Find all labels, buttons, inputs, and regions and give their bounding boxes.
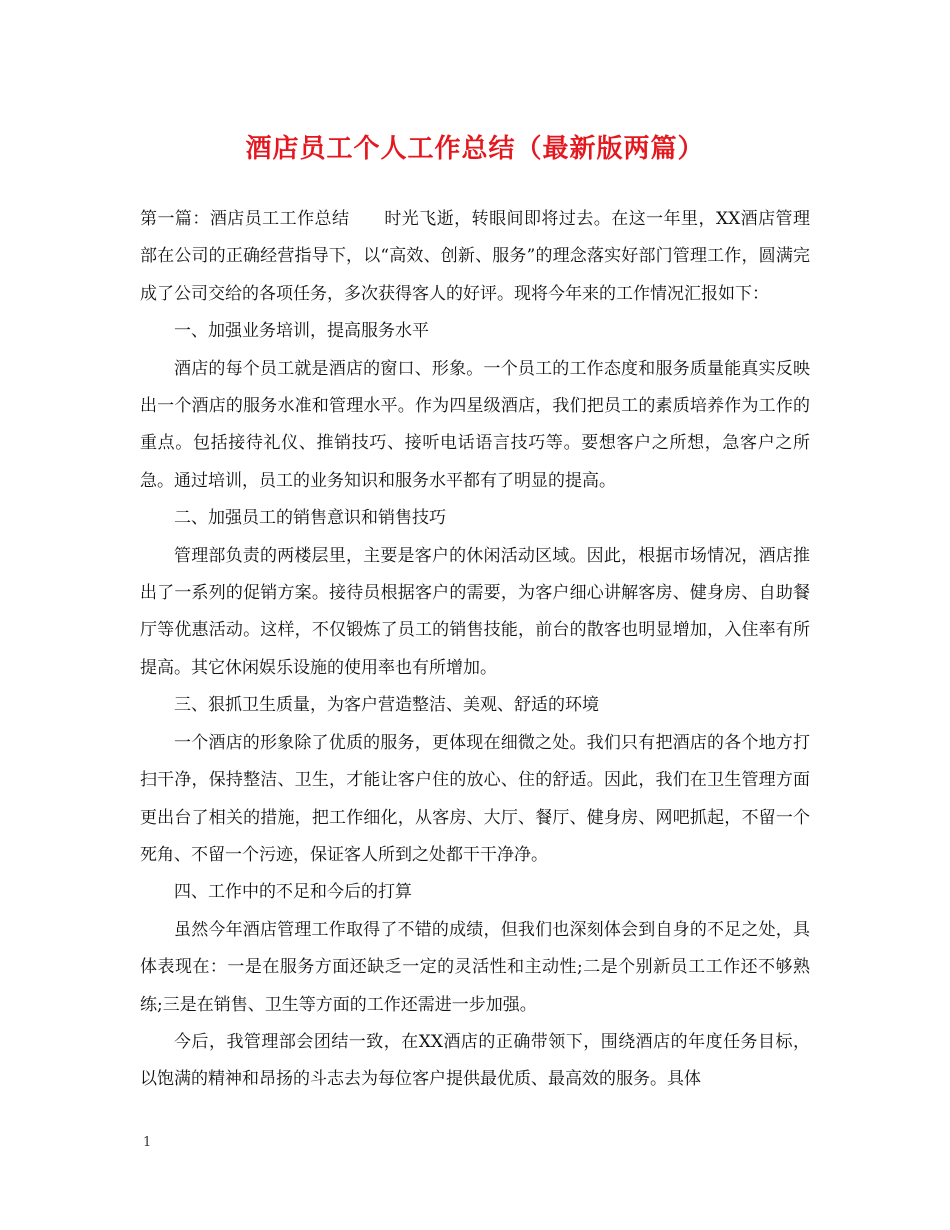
section-heading-3: 三、狠抓卫生质量，为客户营造整洁、美观、舒适的环境 (174, 695, 599, 716)
paragraph-section-3: 一个酒店的形象除了优质的服务，更体现在细微之处。我们只有把酒店的各个地方打扫干净，保持整洁、卫生，才能让客户住的放心、住的舒适。因此，我们在卫生管理方面更出台了相关的措施，把工作细化，从客房、大厅、餐厅、健身房、网吧抓起，不留一个死角、不留一个污迹，保证客人所到之处都干干净净。 (140, 732, 810, 865)
section-heading-4: 四、工作中的不足和今后的打算 (174, 882, 412, 903)
paragraph-closing: 今后，我管理部会团结一致，在XX酒店的正确带领下，围绕酒店的年度任务目标，以饱满的精神和昂扬的斗志去为每位客户提供最优质、最高效的服务。具体 (140, 1031, 810, 1090)
section-heading-1: 一、加强业务培训，提高服务水平 (174, 321, 429, 342)
page-number: 1 (143, 1135, 152, 1150)
document-body (140, 201, 810, 1099)
section-heading-2: 二、加强员工的销售意识和销售技巧 (174, 508, 446, 529)
paragraph-section-4: 虽然今年酒店管理工作取得了不错的成绩，但我们也深刻体会到自身的不足之处，具体表现在：一是在服务方面还缺乏一定的灵活性和主动性;二是个别新员工工作还不够熟练;三是在销售、卫生等方面的工作还需进一步加强。 (140, 919, 810, 1015)
paragraph-section-2: 管理部负责的两楼层里，主要是客户的休闲活动区域。因此，根据市场情况，酒店推出了一系列的促销方案。接待员根据客户的需要，为客户细心讲解客房、健身房、自助餐厅等优惠活动。这样，不仅锻炼了员工的销售技能，前台的散客也明显增加，入住率有所提高。其它休闲娱乐设施的使用率也有所增加。 (140, 545, 810, 678)
paragraph-section-1: 酒店的每个员工就是酒店的窗口、形象。一个员工的工作态度和服务质量能真实反映出一个酒店的服务水准和管理水平。作为四星级酒店，我们把员工的素质培养作为工作的重点。包括接待礼仪、推销技巧、接听电话语言技巧等。要想客户之所想，急客户之所急。通过培训，员工的业务知识和服务水平都有了明显的提高。 (140, 358, 810, 491)
document-title: 酒店员工个人工作总结（最新版两篇） (245, 134, 705, 164)
paragraph-intro: 第一篇：酒店员工工作总结 时光飞逝，转眼间即将过去。在这一年里，XX酒店管理部在公司的正确经营指导下，以“高效、创新、服务”的理念落实好部门管理工作，圆满完成了公司交给的各项任务，多次获得客人的好评。现将今年来的工作情况汇报如下： (140, 209, 810, 304)
